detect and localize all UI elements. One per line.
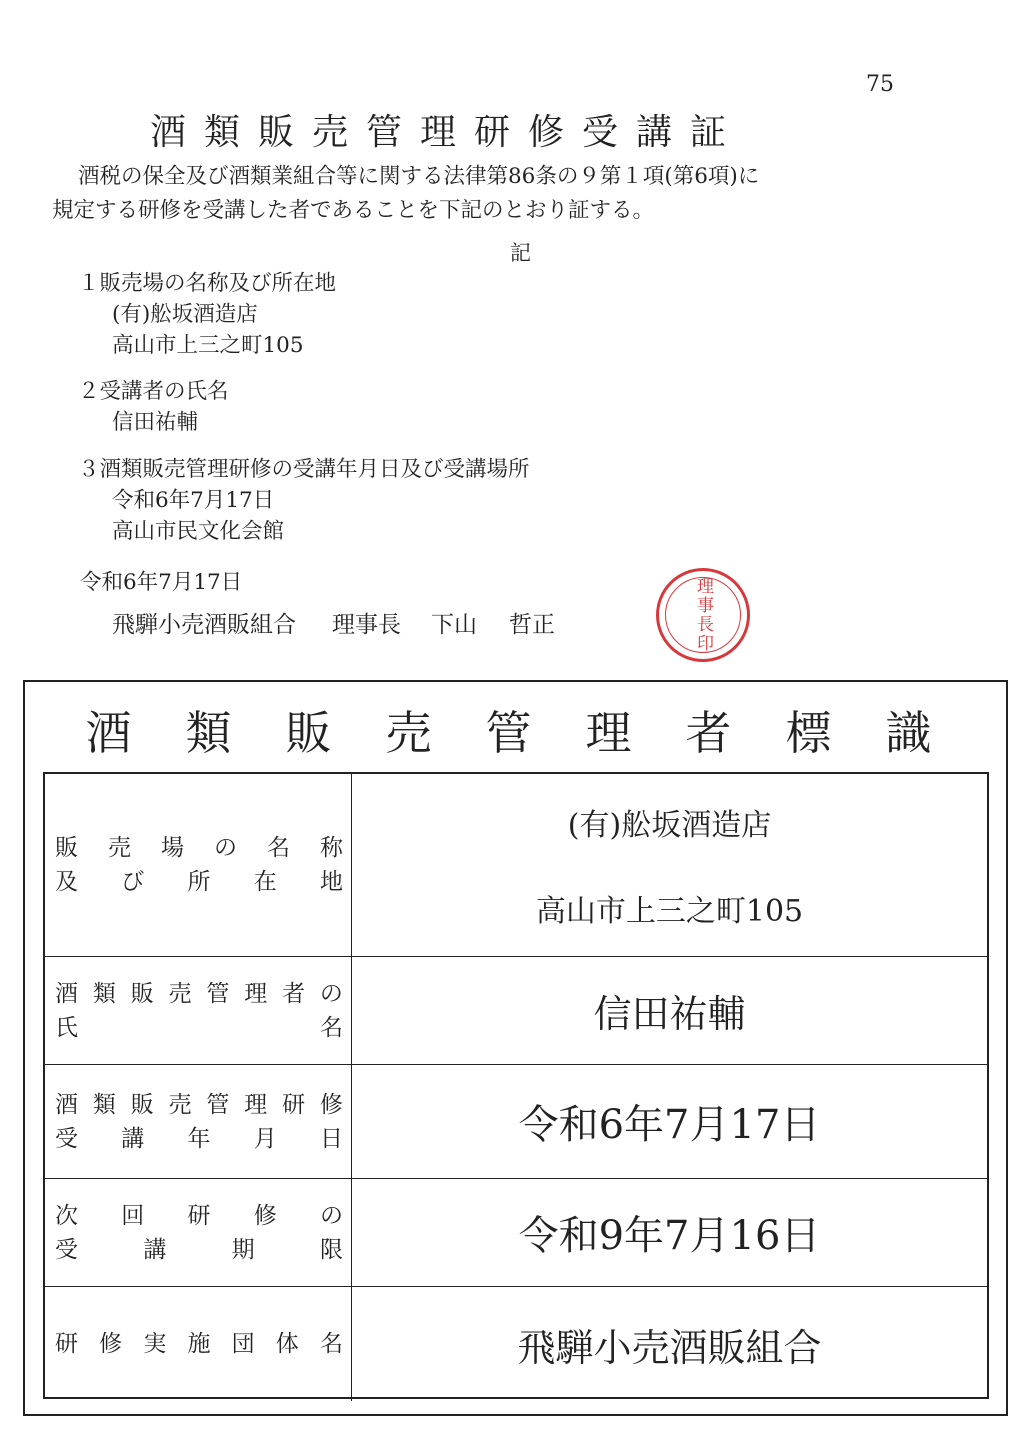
issuer-given-name: 哲正 (509, 612, 555, 638)
label-char: 回 (121, 1202, 145, 1229)
label-training-date (45, 1065, 352, 1179)
label-char: 施 (187, 1331, 211, 1357)
label-char: の (320, 1202, 343, 1229)
issue-date: 令和6年7月17日 (80, 570, 243, 595)
preamble-line-2: 規定する研修を受講した者であることを下記のとおり証する。 (52, 198, 655, 223)
page-number: 75 (866, 72, 894, 97)
item-line: 高山市民文化会館 (112, 519, 285, 544)
label-char: 場 (161, 835, 184, 861)
label-next-deadline (45, 1179, 352, 1287)
item-line: 令和6年7月17日 (112, 488, 275, 513)
label-char: 体 (275, 1331, 299, 1357)
label-line (55, 1011, 343, 1045)
value-manager (352, 957, 987, 1065)
label-line (55, 1233, 343, 1267)
sign-title: 酒類販売管理者標識 (85, 706, 986, 760)
label-char: 所 (187, 869, 211, 895)
label-shop (45, 774, 352, 957)
label-manager (45, 957, 352, 1065)
label-line (55, 1088, 343, 1122)
label-char: 理 (244, 1091, 268, 1118)
label-char: 修 (319, 1091, 343, 1118)
value-shop (352, 774, 987, 957)
label-char: 酒 (55, 1091, 78, 1118)
label-line (55, 1327, 343, 1361)
label-char: 研 (55, 1331, 78, 1357)
item-training (78, 454, 530, 547)
label-char: の (319, 980, 343, 1007)
certificate-title: 酒類販売管理研修受講証 (150, 112, 745, 153)
preamble (52, 160, 759, 228)
label-char: 研 (282, 1091, 306, 1118)
item-heading: １販売場の名称及び所在地 (78, 271, 337, 296)
label-char: 売 (168, 1091, 192, 1118)
label-line (55, 865, 343, 899)
label-char: 類 (92, 1091, 116, 1118)
item-heading: ３酒類販売管理研修の受講年月日及び受講場所 (78, 457, 530, 482)
label-char: 年 (187, 1125, 211, 1152)
issuer-org: 飛騨小売酒販組合 (112, 612, 296, 638)
label-char: 称 (320, 835, 343, 861)
value-next-deadline (352, 1179, 987, 1287)
label-char: 酒 (55, 980, 78, 1007)
label-line (55, 977, 343, 1011)
seal-text: 理事長印 (665, 577, 741, 653)
label-char: 名 (319, 1331, 343, 1357)
label-char: 受 (55, 1125, 78, 1152)
label-char: 販 (130, 1091, 154, 1118)
label-char: 売 (108, 835, 131, 861)
label-char: 地 (320, 869, 343, 895)
label-char: 修 (253, 1202, 277, 1229)
shop-address: 高山市上三之町105 (535, 894, 804, 929)
label-char: 者 (282, 980, 306, 1007)
label-char: 及 (55, 869, 78, 895)
label-char: 月 (253, 1125, 277, 1152)
label-char: 限 (319, 1236, 343, 1263)
sign-table (43, 772, 989, 1399)
label-line (55, 831, 343, 865)
label-char: 管 (206, 980, 230, 1007)
label-organizer (45, 1287, 352, 1401)
label-char: 名 (320, 1014, 343, 1041)
item-shop (78, 268, 336, 361)
value-organizer (352, 1287, 987, 1401)
item-line: (有)舩坂酒造店 (112, 302, 258, 327)
label-line (55, 1199, 343, 1233)
label-char: 講 (143, 1236, 167, 1263)
ki-mark: 記 (510, 241, 531, 265)
training-date: 令和6年7月17日 (518, 1102, 821, 1148)
label-char: 販 (55, 835, 78, 861)
item-line: 高山市上三之町105 (112, 333, 304, 358)
label-char: 管 (206, 1091, 230, 1118)
next-deadline: 令和9年7月16日 (518, 1213, 821, 1259)
label-char: 期 (231, 1236, 255, 1263)
item-heading: ２受講者の氏名 (78, 379, 229, 404)
label-char: の (214, 835, 237, 861)
manager-name: 信田祐輔 (593, 992, 746, 1036)
label-char: 在 (253, 869, 277, 895)
shop-name: (有)舩坂酒造店 (567, 808, 772, 843)
organizer-name: 飛騨小売酒販組合 (517, 1325, 822, 1370)
issuer-family-name: 下山 (431, 612, 477, 638)
label-char: 講 (121, 1125, 145, 1152)
item-attendee (78, 376, 229, 438)
label-char: 理 (244, 980, 268, 1007)
label-char: 次 (55, 1202, 78, 1229)
label-char: 研 (187, 1202, 211, 1229)
label-char: 修 (99, 1331, 123, 1357)
label-char: び (121, 869, 145, 895)
label-char: 類 (92, 980, 116, 1007)
label-char: 売 (168, 980, 192, 1007)
label-char: 日 (320, 1125, 343, 1152)
value-training-date (352, 1065, 987, 1179)
issuer-title: 理事長 (332, 612, 401, 638)
label-char: 氏 (55, 1014, 78, 1041)
label-char: 販 (130, 980, 154, 1007)
issuer-line (112, 606, 555, 639)
item-line: 信田祐輔 (112, 410, 199, 435)
preamble-line-1: 酒税の保全及び酒類業組合等に関する法律第86条の９第１項(第6項)に (78, 164, 760, 189)
label-char: 名 (267, 835, 290, 861)
label-line (55, 1122, 343, 1156)
official-seal-icon (656, 568, 750, 662)
label-char: 受 (55, 1236, 78, 1263)
label-char: 実 (143, 1331, 167, 1357)
label-char: 団 (231, 1331, 255, 1357)
